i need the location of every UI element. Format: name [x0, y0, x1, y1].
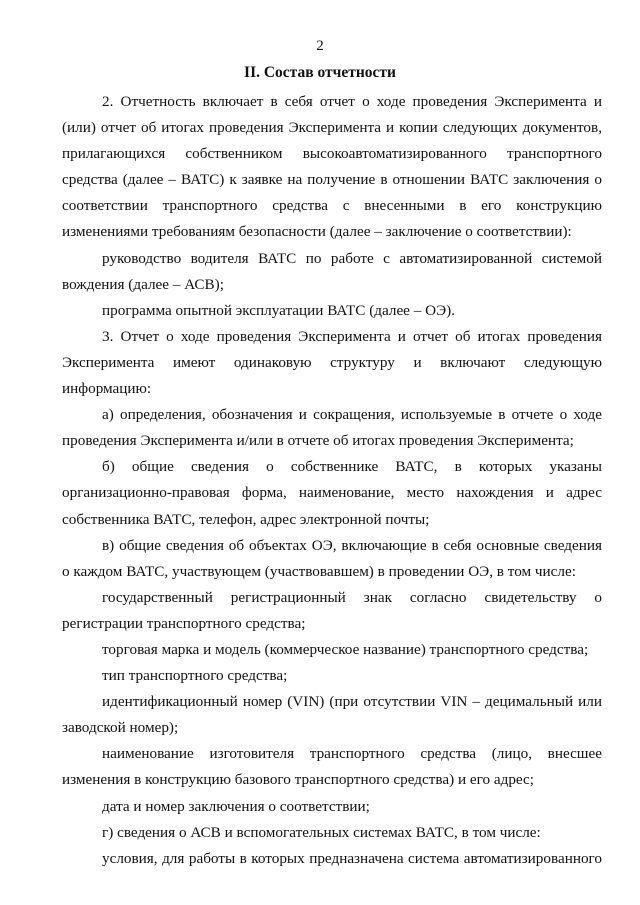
paragraph: государственный регистрационный знак согласно свидетельству о регистрации транспортного средства; [62, 588, 602, 632]
paragraph: 3. Отчет о ходе проведения Эксперимента и отчет об итогах проведения Эксперимента имеют одинаковую структуру и включают следующую информацию: [62, 327, 602, 398]
paragraph: тип транспортного средства; [102, 667, 288, 685]
paragraph: программа опытной эксплуатации ВАТС (далее – ОЭ). [102, 301, 455, 319]
paragraph: идентификационный номер (VIN) (при отсутствии VIN – децимальный или заводской номер); [62, 693, 602, 737]
paragraph: 2. Отчетность включает в себя отчет о ходе проведения Эксперимента и (или) отчет об итогах проведения Эксперимента и копии следующих документов, прилагающихся собственником высокоавтоматизированного транспортного средства (далее – ВАТС) к заявке на получение в отношении ВАТС заключения о соответствии транспортного средства с внесенными в его конструкцию изменениями требованиям безопасности (далее – заключение о соответствии): [62, 93, 602, 241]
paragraph: б) общие сведения о собственнике ВАТС, в которых указаны организационно-правовая форма, наименование, место нахождения и адрес собственника ВАТС, телефон, адрес электронной почты; [62, 458, 602, 528]
paragraph: руководство водителя ВАТС по работе с автоматизированной системой вождения (далее – АСВ); [62, 249, 602, 293]
page-number: 2 [316, 38, 324, 54]
paragraph: г) сведения о АСВ и вспомогательных системах ВАТС, в том числе: [102, 823, 541, 841]
paragraph: условия, для работы в которых предназначена система автоматизированного [102, 849, 602, 867]
paragraph: дата и номер заключения о соответствии; [102, 797, 370, 815]
section-title: II. Состав отчетности [244, 64, 396, 81]
document-body [62, 89, 602, 872]
paragraph: а) определения, обозначения и сокращения, используемые в отчете о ходе проведения Эксперимента и/или в отчете об итогах проведения Эксперимента; [62, 406, 602, 450]
paragraph: в) общие сведения об объектах ОЭ, включающие в себя основные сведения о каждом ВАТС, участвующем (участвовавшем) в проведении ОЭ, в том числе: [62, 536, 602, 580]
paragraph: наименование изготовителя транспортного средства (лицо, внесшее изменения в конструкцию базового транспортного средства) и его адрес; [62, 745, 602, 789]
paragraph: торговая марка и модель (коммерческое название) транспортного средства; [102, 640, 589, 658]
